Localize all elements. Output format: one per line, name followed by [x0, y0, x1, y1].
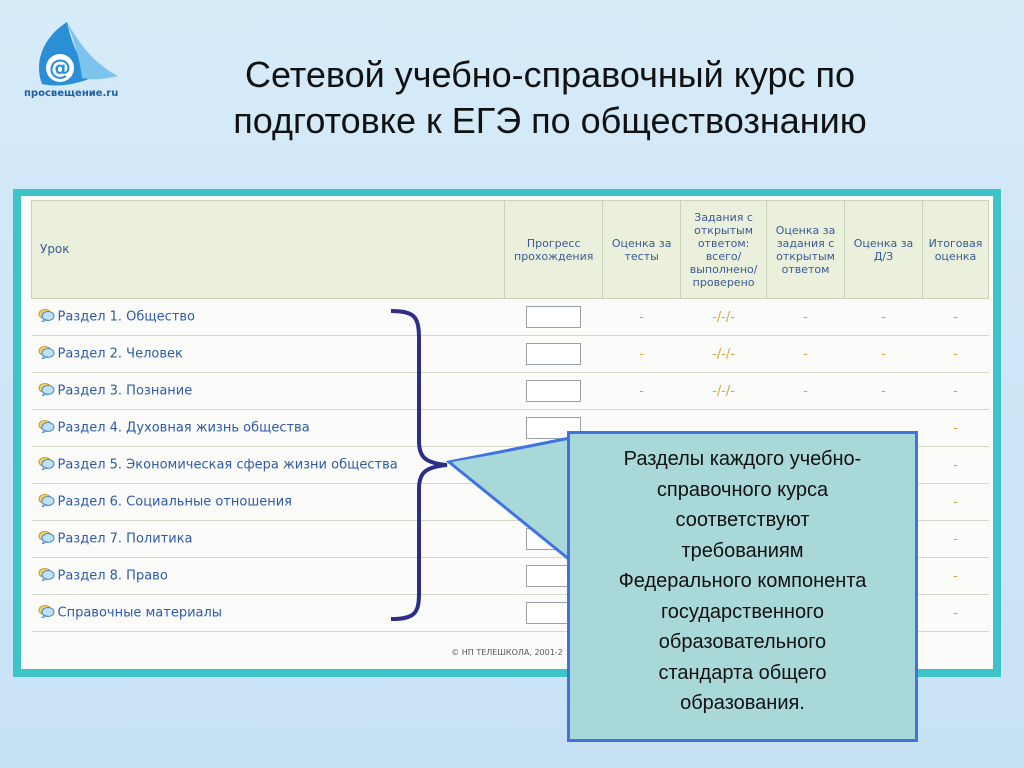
tests-grade: - [603, 336, 681, 373]
lesson-bubble-icon [38, 382, 55, 400]
title-line-1: Сетевой учебно-справочный курс по [244, 54, 856, 95]
callout-line: образования. [680, 692, 805, 714]
lesson-link[interactable]: Раздел 1. Общество [57, 309, 196, 325]
final-grade: - [922, 336, 988, 373]
lesson-link[interactable]: Раздел 6. Социальные отношения [57, 494, 292, 510]
final-grade: - [922, 558, 988, 595]
tests-grade: - [603, 299, 681, 336]
callout-line: Разделы каждого учебно- [623, 448, 862, 470]
tests-grade: - [603, 373, 681, 410]
logo-text: просвещение.ru [24, 88, 119, 99]
final-grade: - [922, 410, 988, 447]
callout-box [567, 431, 918, 742]
lesson-link[interactable]: Раздел 7. Политика [57, 531, 193, 547]
final-grade: - [922, 299, 988, 336]
callout-line: государственного [660, 600, 825, 623]
lesson-bubble-icon [38, 567, 55, 585]
final-grade: - [922, 447, 988, 484]
open-tasks-grade: - [767, 336, 845, 373]
open-tasks-grade: - [767, 299, 845, 336]
lesson-link[interactable]: Раздел 8. Право [57, 568, 168, 584]
callout-line: образовательного [658, 631, 827, 653]
lesson-bubble-icon [38, 419, 55, 437]
lesson-link[interactable]: Раздел 3. Познание [57, 383, 193, 399]
lesson-bubble-icon [38, 530, 55, 548]
callout-line: требованиям [681, 539, 804, 562]
progress-cell [505, 373, 603, 410]
header-open-tasks: Задания с открытым ответом: всего/ выполнено/ проверено [681, 201, 767, 299]
progress-cell [505, 299, 603, 336]
callout-line: стандарта общего [658, 661, 827, 684]
final-grade: - [922, 521, 988, 558]
homework-grade: - [845, 299, 923, 336]
final-grade: - [922, 484, 988, 521]
progress-bar [526, 343, 581, 365]
lesson-bubble-icon [38, 308, 55, 326]
lesson-link[interactable]: Раздел 4. Духовная жизнь общества [57, 420, 310, 436]
open-tasks-grade: - [767, 373, 845, 410]
open-tasks-count: -/-/- [681, 373, 767, 410]
header-lesson: Урок [32, 201, 505, 299]
callout-line: справочного курса [656, 478, 829, 501]
callout-line: Федерального компонента [618, 570, 867, 592]
svg-text:@: @ [49, 56, 71, 81]
table-row [32, 336, 989, 373]
final-grade: - [922, 373, 988, 410]
slide-title [140, 52, 960, 144]
progress-bar [526, 306, 581, 328]
lesson-bubble-icon [38, 345, 55, 363]
title-line-2: подготовке к ЕГЭ по обществознанию [233, 100, 867, 141]
header-open-grade: Оценка за задания с открытым ответом [767, 201, 845, 299]
lesson-link[interactable]: Раздел 2. Человек [57, 346, 183, 362]
lesson-link[interactable]: Раздел 5. Экономическая сфера жизни общества [57, 457, 398, 473]
lesson-bubble-icon [38, 493, 55, 511]
progress-cell [505, 336, 603, 373]
final-grade: - [922, 595, 988, 632]
lesson-bubble-icon [38, 456, 55, 474]
curly-brace-icon [385, 305, 455, 625]
open-tasks-count: -/-/- [681, 299, 767, 336]
header-final: Итоговая оценка [922, 201, 988, 299]
table-row [32, 373, 989, 410]
header-tests: Оценка за тесты [603, 201, 681, 299]
callout-line: соответствуют [675, 509, 810, 531]
table-row [32, 299, 989, 336]
lesson-link[interactable]: Справочные материалы [57, 605, 223, 621]
progress-bar [526, 380, 581, 402]
table-header-row [32, 201, 989, 299]
homework-grade: - [845, 336, 923, 373]
header-progress: Прогресс прохождения [505, 201, 603, 299]
lesson-bubble-icon [38, 604, 55, 622]
copyright-footer: © НП ТЕЛЕШКОЛА, 2001-2 [451, 648, 563, 657]
header-homework: Оценка за Д/З [845, 201, 923, 299]
open-tasks-count: -/-/- [681, 336, 767, 373]
homework-grade: - [845, 373, 923, 410]
